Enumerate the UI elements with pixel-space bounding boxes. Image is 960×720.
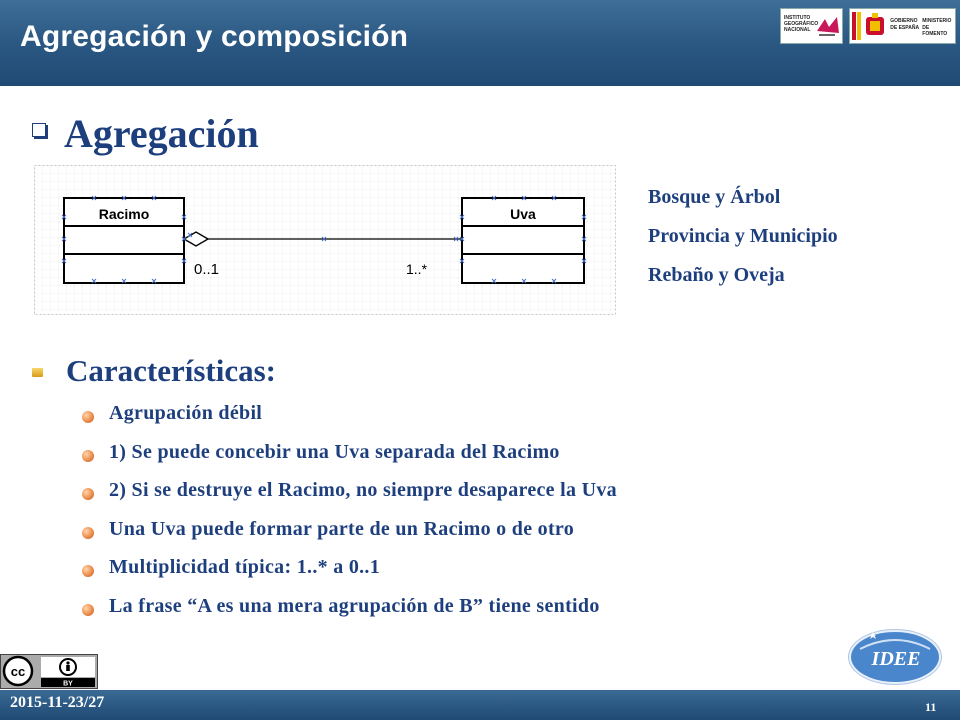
ign-logo-line-2: GEOGRÁFICO: [784, 21, 819, 27]
multiplicity-right: 1..*: [406, 261, 428, 277]
page-number: 11: [925, 700, 937, 714]
class-uva-name: Uva: [510, 206, 536, 222]
list-item-text: La frase “A es una mera agrupación de B” tiene sentido: [109, 594, 600, 617]
gob-logo-line-4: DE FOMENTO: [922, 25, 948, 37]
idee-logo: [846, 627, 944, 687]
example-item: Rebaño y Oveja: [648, 264, 785, 286]
orange-bullet-icon: [82, 565, 94, 577]
slide-title: Agregación y composición: [20, 20, 409, 53]
list-item-text: Una Uva puede formar parte de un Racimo o de otro: [109, 517, 575, 540]
footer-bar: [0, 690, 960, 720]
characteristics-bullet-icon: [32, 368, 43, 377]
idee-logo-text: IDEE: [871, 648, 921, 670]
institution-logos: [780, 8, 956, 42]
coat-of-arms-icon: [863, 13, 887, 39]
flag-stripe-icon: [857, 12, 861, 40]
list-item-text: 1) Se puede concebir una Uva separada del Racimo: [109, 440, 560, 463]
list-item-text: Agrupación débil: [109, 402, 263, 424]
footer-date: 2015-11-23/27: [10, 694, 105, 711]
title-bar: [0, 0, 960, 86]
cc-by-label: BY: [63, 680, 73, 688]
square-bullet-icon: [32, 123, 46, 137]
ign-logo-line-3: NACIONAL: [784, 27, 811, 33]
ign-emblem-icon: [815, 13, 841, 39]
example-item: Provincia y Municipio: [648, 225, 838, 247]
gob-logo-line-1: GOBIERNO: [890, 18, 918, 24]
orange-bullet-icon: [82, 604, 94, 616]
gob-logo-line-2: DE ESPAÑA: [890, 25, 920, 31]
characteristics-heading: Características:: [66, 353, 277, 388]
section-heading: Agregación: [64, 111, 259, 156]
orange-bullet-icon: [82, 527, 94, 539]
class-uva: [462, 198, 584, 283]
gobierno-logo: [849, 8, 956, 44]
svg-text:cc: cc: [10, 664, 26, 679]
multiplicity-left: 0..1: [194, 261, 220, 278]
list-item-text: 2) Si se destruye el Racimo, no siempre desaparece la Uva: [109, 479, 617, 501]
example-item: Bosque y Árbol: [648, 186, 781, 208]
class-racimo-name: Racimo: [98, 206, 150, 222]
class-racimo: [64, 198, 184, 283]
ign-logo: [780, 8, 843, 44]
orange-bullet-icon: [82, 411, 94, 423]
creative-commons-badge[interactable]: [0, 654, 98, 689]
ign-logo-line-1: INSTITUTO: [784, 15, 811, 21]
cc-by-icon: [1, 655, 97, 688]
orange-bullet-icon: [82, 488, 94, 500]
gob-logo-line-3: MINISTERIO: [922, 18, 952, 24]
flag-stripe-icon: [852, 12, 856, 40]
orange-bullet-icon: [82, 450, 94, 462]
examples-list: [648, 182, 838, 299]
uml-aggregation-diagram: [34, 165, 616, 315]
list-item-text: Multiplicidad típica: 1..* a 0..1: [109, 556, 381, 578]
